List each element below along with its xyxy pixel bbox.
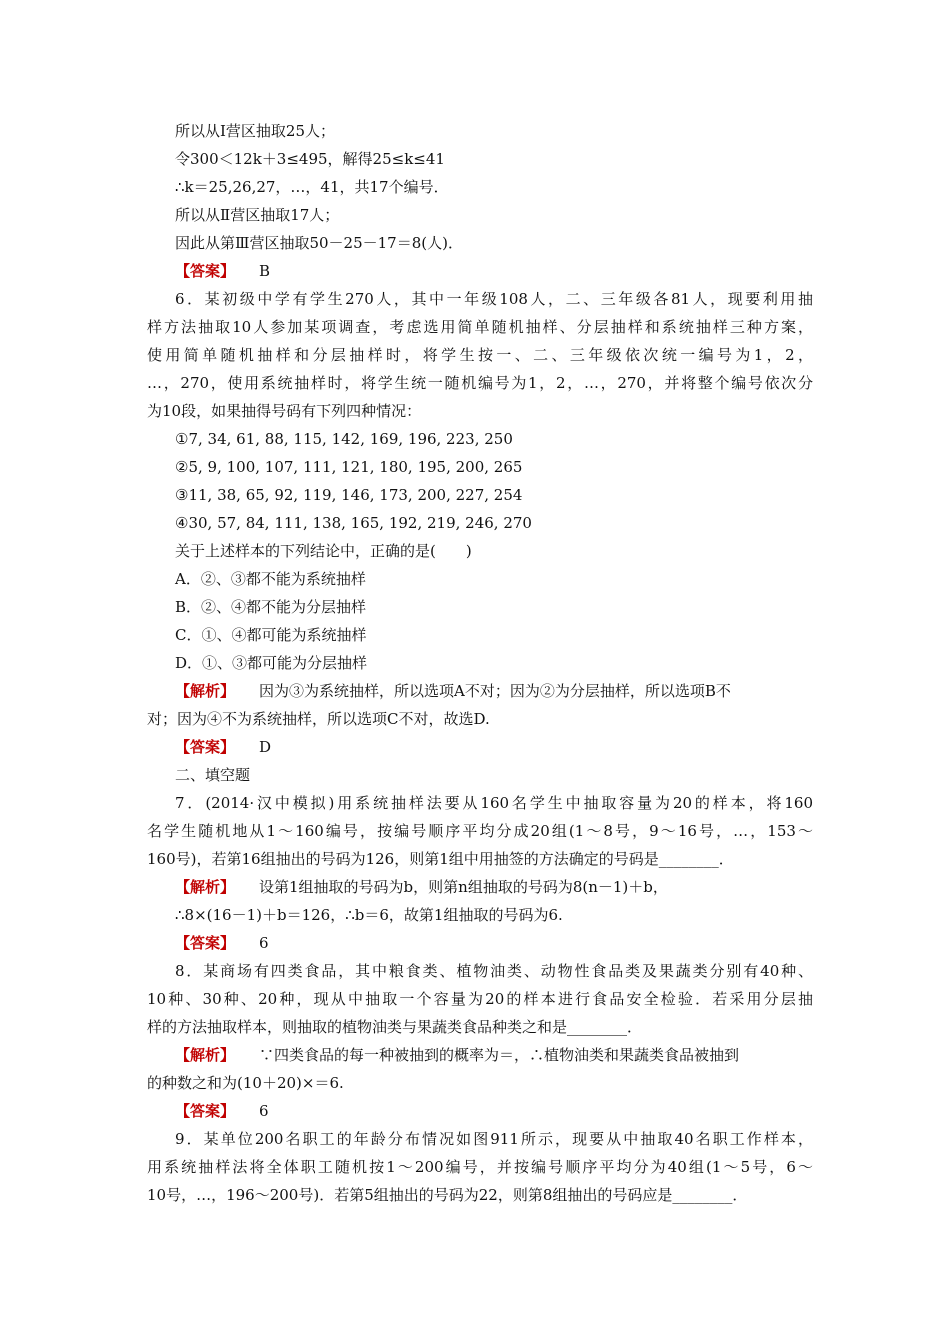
analysis-tag: 【解析】 [175,1046,236,1064]
answer-line-q6 [175,737,271,757]
question-6-line: …，270，使用系统抽样时，将学生统一随机编号为1，2，…，270，并将整个编号依次分 [147,374,813,392]
question-6-line: 为10段，如果抽得号码有下列四种情况： [147,402,422,420]
analysis-continuation: 对；因为④不为系统抽样，所以选项C不对，故选D. [147,710,490,728]
question-6-line: 样方法抽取10人参加某项调查，考虑选用简单随机抽样、分层抽样和系统抽样三种方案， [147,318,813,336]
answer-value: 6 [259,934,269,952]
question-8-line: 8．某商场有四类食品，其中粮食类、植物油类、动物性食品类及果蔬类分别有40种、 [175,962,813,980]
answer-line-q8 [175,1101,269,1121]
question-9-line: 10号，…，196～200号)．若第5组抽出的号码为22，则第8组抽出的号码应是________． [147,1186,748,1204]
analysis-continuation: ∴8×(16－1)＋b＝126，∴b＝6，故第1组抽取的号码为6. [175,906,563,924]
text-line: ∴k＝25,26,27，…，41，共17个编号． [175,178,449,196]
analysis-line-q7 [175,877,668,897]
question-8-line: 样的方法抽取样本，则抽取的植物油类与果蔬类食品种类之和是________． [147,1018,643,1036]
text-line: 令300＜12k＋3≤495，解得25≤k≤41 [175,150,445,168]
question-9-line: 用系统抽样法将全体职工随机按1～200编号，并按编号顺序平均分为40组(1～5号，6～ [147,1158,813,1176]
analysis-line-q6 [175,681,731,701]
text-line: 所以从Ⅱ营区抽取17人； [175,206,340,224]
question-6-prompt: 关于上述样本的下列结论中，正确的是( ) [175,542,472,560]
answer-tag: 【答案】 [175,1102,236,1120]
analysis-continuation: 的种数之和为(10＋20)×＝6. [147,1074,344,1092]
sample-option-3: ③11, 38, 65, 92, 119, 146, 173, 200, 227, 254 [175,486,523,504]
answer-line-q5 [175,261,270,281]
text-line: 所以从Ⅰ营区抽取25人； [175,122,336,140]
analysis-line-q8 [175,1045,739,1065]
analysis-tag: 【解析】 [175,682,236,700]
sample-option-2: ②5, 9, 100, 107, 111, 121, 180, 195, 200, 265 [175,458,523,476]
section-heading: 二、填空题 [175,766,251,784]
analysis-text: 因为③为系统抽样，所以选项A不对；因为②为分层抽样，所以选项B不 [259,682,731,700]
question-7-line: 7．(2014·汉中模拟)用系统抽样法要从160名学生中抽取容量为20的样本，将160 [175,794,813,812]
answer-value: B [259,262,271,280]
answer-tag: 【答案】 [175,738,236,756]
answer-line-q7 [175,933,269,953]
question-6-line: 使用简单随机抽样和分层抽样时，将学生按一、二、三年级依次统一编号为1，2， [147,346,813,364]
analysis-text: 设第1组抽取的号码为b，则第n组抽取的号码为8(n－1)＋b， [259,878,668,896]
answer-tag: 【答案】 [175,262,236,280]
choice-c: C．①、④都可能为系统抽样 [175,626,367,644]
text-line: 因此从第Ⅲ营区抽取50－25－17＝8(人)． [175,234,463,252]
question-7-line: 160号)，若第16组抽出的号码为126，则第1组中用抽签的方法确定的号码是________． [147,850,734,868]
analysis-text: ∵四类食品的每一种被抽到的概率为＝，∴植物油类和果蔬类食品被抽到 [259,1046,740,1064]
question-7-line: 名学生随机地从1～160编号，按编号顺序平均分成20组(1～8号，9～16号，…，153～ [147,822,813,840]
question-9-line: 9．某单位200名职工的年龄分布情况如图911所示，现要从中抽取40名职工作样本， [175,1130,813,1148]
sample-option-1: ①7, 34, 61, 88, 115, 142, 169, 196, 223, 250 [175,430,513,448]
choice-b: B．②、④都不能为分层抽样 [175,598,367,616]
question-6-line: 6．某初级中学有学生270人，其中一年级108人，二、三年级各81人，现要利用抽 [175,290,813,308]
choice-d: D．①、③都可能为分层抽样 [175,654,368,672]
answer-value: D [259,738,272,756]
choice-a: A．②、③都不能为系统抽样 [175,570,366,588]
answer-tag: 【答案】 [175,934,236,952]
answer-value: 6 [259,1102,269,1120]
sample-option-4: ④30, 57, 84, 111, 138, 165, 192, 219, 246, 270 [175,514,532,532]
analysis-tag: 【解析】 [175,878,236,896]
question-8-line: 10种、30种、20种，现从中抽取一个容量为20的样本进行食品安全检验．若采用分层抽 [147,990,813,1008]
